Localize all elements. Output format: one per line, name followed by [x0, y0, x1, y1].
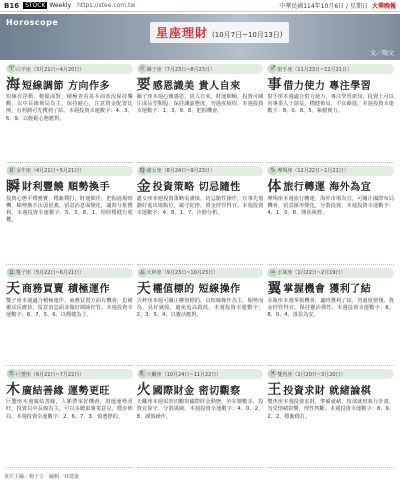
sign-name: 金牛座（4月21日~5月21日） [16, 168, 85, 175]
sign-header [267, 64, 394, 74]
leo-icon: ♌ [139, 65, 145, 72]
sign-body: 摩羯座本週旅行轉運，海外市場為宜，可關注國際布局機會，留意匯率變化，分散投資。本週投資幸運數字：4、1、0、8、開拓視野。 [267, 195, 394, 217]
sign-name: 獅子座（7月23日~8月23日） [146, 66, 215, 73]
drop-cap: 瞬 [6, 178, 20, 195]
sign-name: 天蠍座（10月24日~11月22日） [146, 371, 222, 378]
sign-body: 短線有浮動，輕鬆面對，積極查看基本面狀況保持樂觀，以中長線佈局為主，保持耐心，注意資金配置比例，有利潤可先獲利了結。本週投資幸運數字：4、3、6、9、以輕鬆心態應對。 [6, 94, 133, 122]
issue-date: 中華民國114年10月6日 / 星期日 [279, 3, 368, 10]
date-range: (10月7日~10月13日) [212, 31, 283, 39]
sign-card [6, 268, 133, 367]
drop-cap: 体 [267, 178, 282, 195]
sign-card [6, 166, 133, 265]
aries-icon: ♈ [8, 65, 15, 72]
pisces-icon: ♓ [270, 370, 276, 378]
sign-body: 獅子座本週心懷感恩，貴人自來，財運順暢，投資可關注成長型類股，保持謙虛態度，勿過度槓桿。本週投資幸運數字：1、3、9、8、把握機會。 [136, 94, 264, 115]
scorpio-icon: ♏ [139, 370, 145, 378]
sign-headline: 掌握機會 獲利了結 [283, 284, 372, 295]
author-credit: 文／陶文 [369, 50, 394, 57]
taurus-icon: ♉ [8, 166, 15, 174]
site-url[interactable]: https://stee.com.tw [77, 2, 136, 9]
sign-card [267, 166, 394, 265]
sign-header [137, 268, 264, 278]
sign-body: 雙子座本週適合積極運作，商務買賣方面有機會，思緒靈活反應快，留意消息面並做好風險控管。本週投資幸運數字：8、7、5、6、以穩健為主。 [6, 297, 133, 318]
sign-body: 水瓶座本週掌握機會，適時獲利了結，勿過度戀棧，資金控管得宜，保持靈活彈性。本週投資幸運數字：8、8、0、4、落袋為安。 [267, 297, 394, 318]
capricorn-icon: ♑ [270, 166, 276, 174]
paper-name: 大華晚報 [371, 3, 396, 10]
sign-card [6, 64, 133, 163]
sign-headline: 財利豐饒 順勢換手 [22, 182, 110, 194]
sign-header [6, 268, 133, 278]
sign-headline: 借力使力 專注學習 [283, 80, 372, 92]
sign-header [137, 64, 264, 74]
section-label: Horoscope [6, 18, 59, 27]
sign-card [6, 369, 133, 468]
page-title [150, 22, 289, 43]
sign-card [267, 64, 394, 163]
sign-headline: 國際財金 密切觀察 [152, 385, 241, 397]
sign-body: 射手座本週適合借力使力，專注學習新知，投資上可以向專業人士請益，穩健佈局，不宜躁進。本週投資幸運數字：8、0、8、5、累積實力。 [267, 94, 394, 115]
sign-card [137, 166, 264, 265]
sign-header [6, 64, 133, 74]
sign-headline: 商務買賣 積極運作 [22, 284, 110, 295]
sign-card [137, 64, 264, 163]
sign-header [6, 369, 133, 379]
sign-headline: 權值標的 短線操作 [152, 284, 241, 295]
brand-label: STOCK [25, 2, 46, 9]
sign-name: 雙魚座（2月20日~3月20日） [277, 371, 346, 378]
drop-cap: 要 [136, 77, 151, 93]
weekly-label: Weekly [49, 2, 72, 9]
sign-header [137, 166, 264, 176]
sign-name: 摩羯座（12月22日~1月21日） [277, 168, 349, 175]
sagittarius-icon: ♐ [270, 65, 276, 72]
sign-header [137, 369, 264, 379]
sign-name: 處女座（8月24日~9月23日） [146, 168, 215, 175]
masthead [0, 0, 400, 12]
drop-cap: 金 [136, 178, 151, 195]
sign-header [267, 268, 394, 278]
sign-body: 天秤座本週可關注權值標的，以短線操作為主，順勢而為，見好就收，避免追高殺低。本週投資幸運數字：2、3、5、4、以靈活應對。 [136, 297, 264, 318]
page-number: B16 [4, 1, 20, 10]
sign-name: 巨蟹座（6月22日~7月22日） [16, 371, 85, 378]
sign-name: 雙子座（5月22日~6月21日） [16, 270, 85, 276]
sign-card [267, 369, 394, 468]
sign-header [6, 166, 133, 176]
drop-cap: 火 [136, 382, 151, 399]
drop-cap: 海 [6, 77, 20, 93]
cancer-icon: ♋ [8, 370, 15, 378]
sign-headline: 投資策略 切忌隨性 [152, 182, 241, 194]
gemini-icon: ♊ [8, 268, 15, 276]
sign-body: 天蠍座本週需密切觀察國際財金動態，外在變數多，投資宜保守，分散風險。本週投資幸運數字：4、0、2、8、謹慎操作。 [136, 399, 264, 420]
sign-header [267, 166, 394, 176]
title-text: 星座理財 [156, 26, 209, 40]
sign-body: 處女座本週投資策略需謹慎，切忌隨性操作，宜事先規劃好進出場點位，嚴守紀律，資金控管得宜。本週投資幸運數字：4、8、1、7、冷靜分析。 [136, 195, 264, 217]
section-header [0, 14, 400, 60]
libra-icon: ♎ [139, 268, 145, 276]
sign-name: 白羊座（3月21日~4月20日） [16, 66, 85, 73]
sign-name: 天秤座（9月23日~10月23日） [146, 270, 219, 276]
sign-body: 投資心態平穩務實，穩紮穩打，財運頗佳，把握進場時機，順勢換手汰弱留強，留意消息面變化，適時分批獲利。本週投資幸運數字：5、3、8、1、理財穩健有收穫。 [6, 195, 133, 224]
sign-headline: 投資求財 就緒論棋 [283, 385, 372, 397]
drop-cap: 天 [136, 280, 151, 297]
drop-cap: 木 [6, 382, 20, 399]
footer-credit: 責任主編／楊子吉 編輯／林建築 [4, 474, 80, 480]
drop-cap: 王 [267, 382, 282, 399]
sign-headline: 旅行轉運 海外為宜 [283, 182, 372, 194]
sign-headline: 廣結善緣 運勢更旺 [22, 385, 110, 397]
sign-headline: 短線調節 方向作多 [22, 80, 110, 92]
sign-name: 水瓶座（1月22日~2月19日） [277, 270, 346, 276]
drop-cap: 天 [6, 280, 20, 297]
sign-body: 雙魚座本週投資求財，準備就緒，按部就班執行計畫，勿受情緒影響，理性判斷。本週投資幸運數字：8、9、2、2、穩紮穩打。 [267, 399, 394, 420]
sign-card [267, 268, 394, 367]
drop-cap: 翼 [267, 280, 282, 297]
sign-name: 射手座（11月23日~12月21日） [277, 66, 352, 73]
drop-cap: 事 [267, 77, 282, 93]
sign-card [137, 268, 264, 367]
virgo-icon: ♍ [139, 166, 145, 174]
aquarius-icon: ♒ [270, 268, 276, 276]
sign-headline: 感恩識美 貴人自來 [152, 80, 241, 92]
sign-body: 巨蟹座本週廣結善緣，人脈帶來好機會，財運運勢更旺，投資以中長線為主，可以多聽取專業意見，穩步佈局。本週投資幸運數字：2、6、7、3、慎選標的。 [6, 399, 133, 420]
sign-header [267, 369, 394, 379]
sign-card [137, 369, 264, 468]
horoscope-grid [6, 64, 394, 468]
